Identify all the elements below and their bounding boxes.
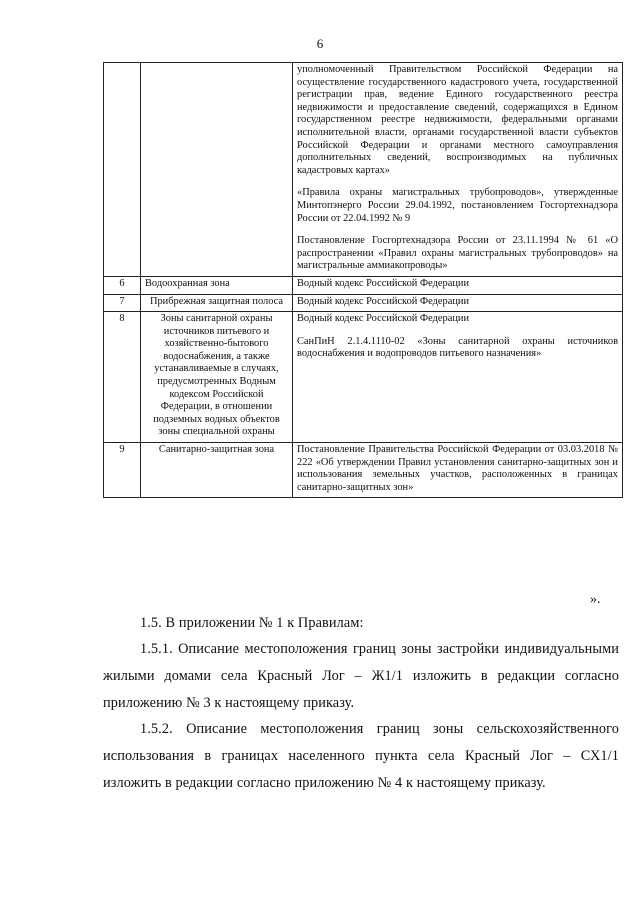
table-row-continuation xyxy=(104,63,623,277)
legal-document: Водный кодекс Российской Федерации xyxy=(297,295,470,307)
legal-documents xyxy=(293,276,623,294)
legal-document: СанПиН 2.1.4.1110-02 «Зоны санитарной охраны источников водоснабжения и водопроводов питьевого назначения» xyxy=(297,335,618,360)
paragraph-1-5-2 xyxy=(103,716,619,797)
zone-name: Водоохранная зона xyxy=(141,276,293,294)
legal-basis-table xyxy=(103,62,623,498)
legal-document: Водный кодекс Российской Федерации xyxy=(297,277,470,289)
row-number: 8 xyxy=(104,312,141,443)
zone-name: Санитарно-защитная зона xyxy=(141,443,293,498)
zone-name: Прибрежная защитная полоса xyxy=(141,294,293,312)
paragraph-text: 1.5.2. Описание местоположения границ зоны сельскохозяйственного использования в границах населенного пункта села Красный Лог – СХ1/1 изложить в редакции согласно приложению № 4 к настоящему приказу. xyxy=(103,721,619,791)
paragraph-1-5 xyxy=(103,610,619,637)
page-number: 6 xyxy=(316,36,324,51)
closing-quote-mark: ». xyxy=(590,592,601,607)
table-row-6 xyxy=(104,276,623,294)
paragraph-text: 1.5.1. Описание местоположения границ зоны застройки индивидуальными жилыми домами села Красный Лог – Ж1/1 изложить в редакции согласно приложению № 3 к настоящему приказу. xyxy=(103,641,619,711)
row-number xyxy=(104,63,141,277)
legal-documents xyxy=(293,443,623,498)
row-number: 6 xyxy=(104,276,141,294)
zone-name xyxy=(141,63,293,277)
legal-document: Водный кодекс Российской Федерации xyxy=(297,313,470,325)
legal-document: Постановление Правительства Российской Федерации от 03.03.2018 № 222 «Об утверждении Правил установления санитарно-защитных зон и использования земельных участков, расположенных в границах санитарно-защитных зон» xyxy=(297,444,618,493)
legal-document: «Правила охраны магистральных трубопроводов», утвержденные Минтопэнерго России 29.04.1992, постановлением Госгортехнадзора России от 22.04.1992 № 9 xyxy=(297,187,618,224)
paragraph-1-5-1 xyxy=(103,636,619,717)
row-number: 9 xyxy=(104,443,141,498)
legal-documents xyxy=(293,312,623,443)
zone-name: Зоны санитарной охраны источников питьевого и хозяйственно-бытового водоснабжения, а также устанавливаемые в случаях, предусмотренных Водным кодексом Российской Федерации, в отношении подземных водных объектов зоны специальной охраны xyxy=(141,312,293,443)
table-row-8 xyxy=(104,312,623,443)
legal-document: уполномоченный Правительством Российской Федерации на осуществление государственного кадастрового учета, государственной регистрации прав, ведение Единого государственного реестра недвижимости и предоставление сведений, содержащихся в Едином государственном реестре недвижимости, федеральными органами исполнительной власти, органами государственной власти субъектов Российской Федерации и органами местного самоуправления дополнительных сведений, воспроизводимых на публичных кадастровых картах» xyxy=(297,64,618,176)
legal-document: Постановление Госгортехнадзора России от 23.11.1994 № 61 «О распространении «Правил охраны магистральных трубопроводов» на магистральные аммиакопроводы» xyxy=(297,235,618,272)
paragraph-text: 1.5. В приложении № 1 к Правилам: xyxy=(140,615,364,631)
row-number: 7 xyxy=(104,294,141,312)
table-row-9 xyxy=(104,443,623,498)
legal-documents xyxy=(293,63,623,277)
table-row-7 xyxy=(104,294,623,312)
legal-documents xyxy=(293,294,623,312)
